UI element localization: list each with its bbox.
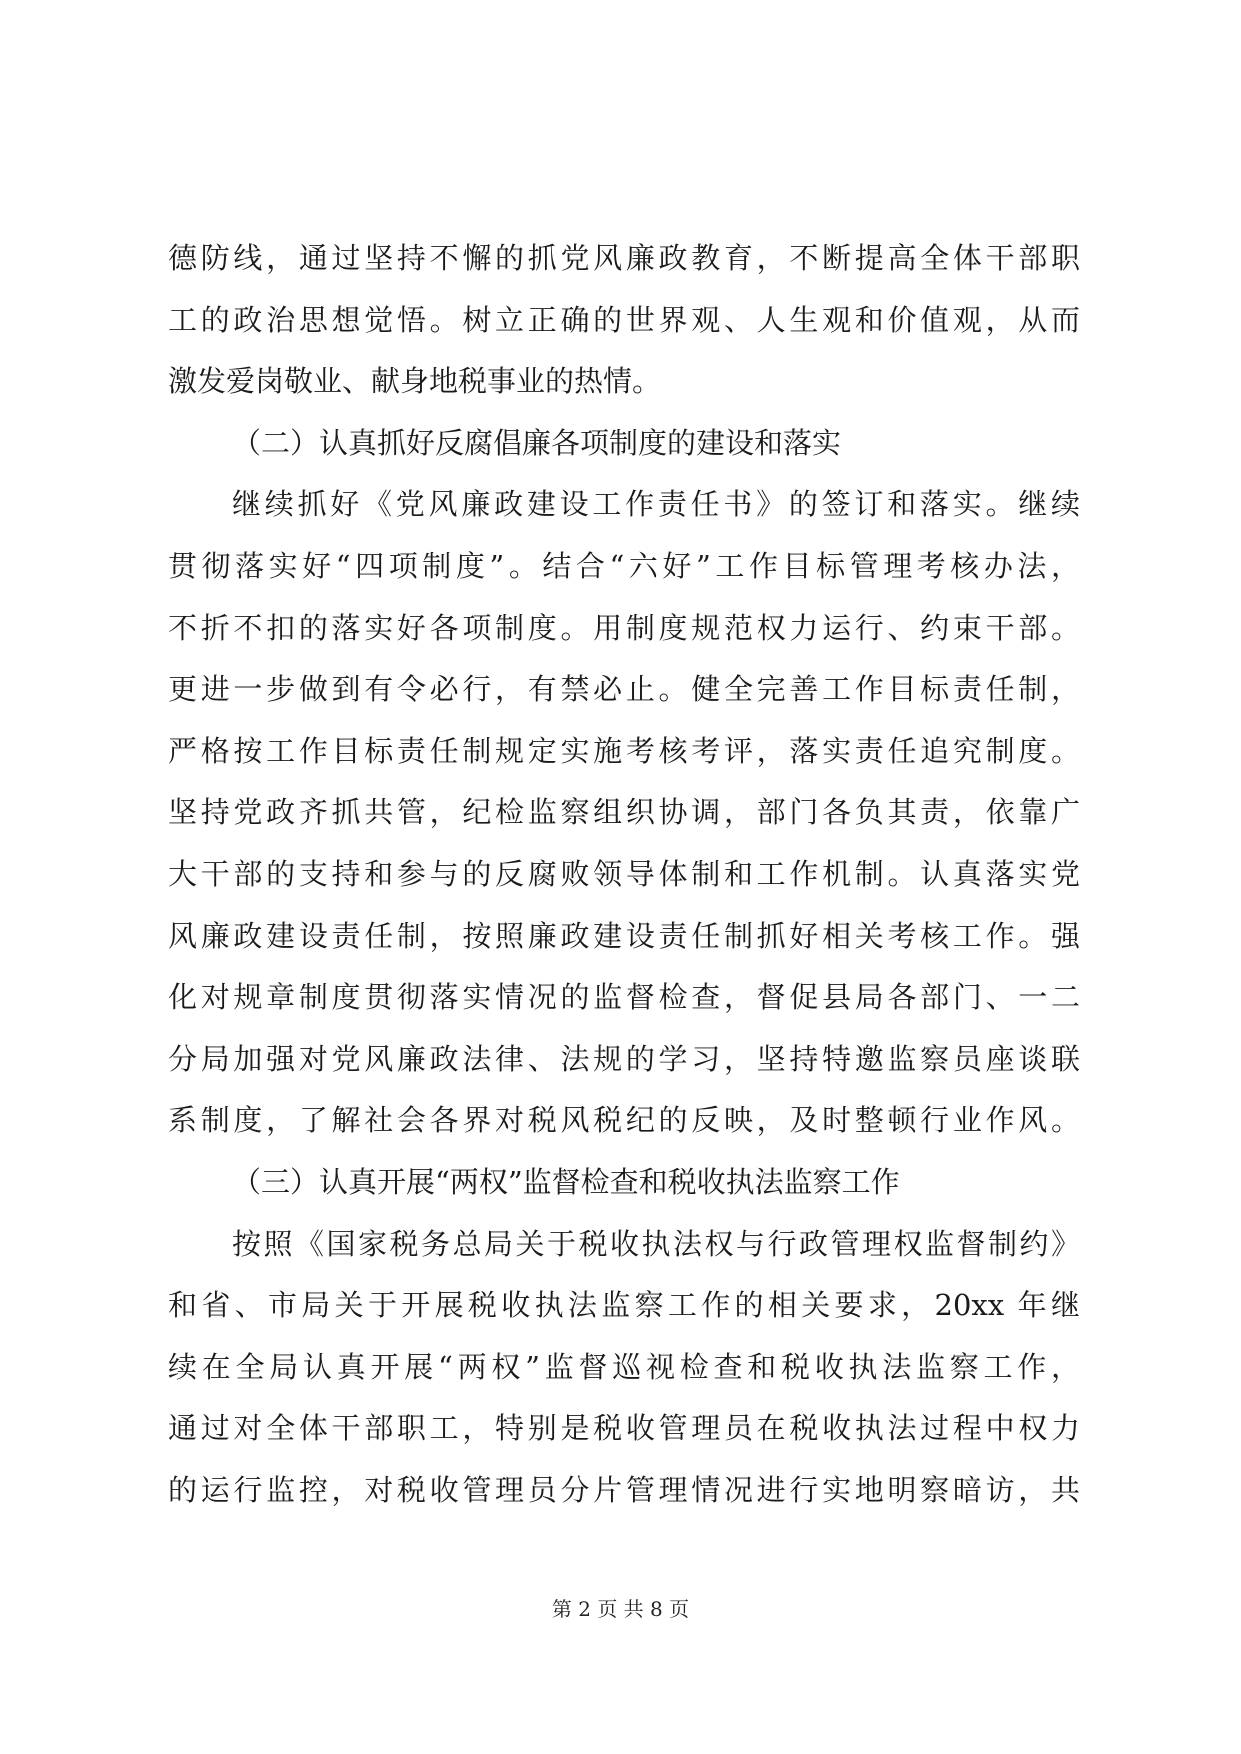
section-heading: （二）认真抓好反腐倡廉各项制度的建设和落实: [232, 425, 842, 460]
text-line: 通过对全体干部职工，特别是税收管理员在税收执法过程中权力: [168, 1411, 1080, 1446]
text-line: 贯彻落实好“四项制度”。结合“六好”工作目标管理考核办法，: [168, 548, 1080, 583]
text-line: 分局加强对党风廉政法律、法规的学习，坚持特邀监察员座谈联: [168, 1041, 1080, 1076]
text-line: 系制度，了解社会各界对税风税纪的反映，及时整顿行业作风。: [168, 1103, 1080, 1138]
document-body: [168, 228, 1080, 1521]
text-line: 大干部的支持和参与的反腐败领导体制和工作机制。认真落实党: [168, 856, 1080, 891]
text-line: 更进一步做到有令必行，有禁必止。健全完善工作目标责任制，: [168, 672, 1080, 707]
text-line: 德防线，通过坚持不懈的抓党风廉政教育，不断提高全体干部职: [168, 241, 1080, 275]
page-number-footer: 第 2 页 共 8 页: [551, 1597, 690, 1621]
text-line: 坚持党政齐抓共管，纪检监察组织协调，部门各负其责，依靠广: [168, 795, 1080, 830]
paragraph-first-line: 按照《国家税务总局关于税收执法权与行政管理权监督制约》: [232, 1226, 1080, 1261]
text-line: 和省、市局关于开展税收执法监察工作的相关要求，20xx 年继: [168, 1288, 1080, 1323]
text-line: 续在全局认真开展“两权”监督巡视检查和税收执法监察工作，: [168, 1349, 1080, 1384]
paragraph-first-line: 继续抓好《党风廉政建设工作责任书》的签订和落实。继续: [232, 487, 1080, 522]
text-line: 激发爱岗敬业、献身地税事业的热情。: [168, 364, 662, 399]
text-line: 化对规章制度贯彻落实情况的监督检查，督促县局各部门、一二: [168, 980, 1080, 1015]
text-line: 风廉政建设责任制，按照廉政建设责任制抓好相关考核工作。强: [168, 918, 1080, 953]
text-line: 不折不扣的落实好各项制度。用制度规范权力运行、约束干部。: [168, 610, 1080, 645]
section-heading: （三）认真开展“两权”监督检查和税收执法监察工作: [232, 1164, 900, 1199]
text-line: 工的政治思想觉悟。树立正确的世界观、人生观和价值观，从而: [168, 302, 1080, 337]
text-line: 严格按工作目标责任制规定实施考核考评，落实责任追究制度。: [168, 733, 1080, 768]
text-line: 的运行监控，对税收管理员分片管理情况进行实地明察暗访，共: [168, 1472, 1080, 1507]
